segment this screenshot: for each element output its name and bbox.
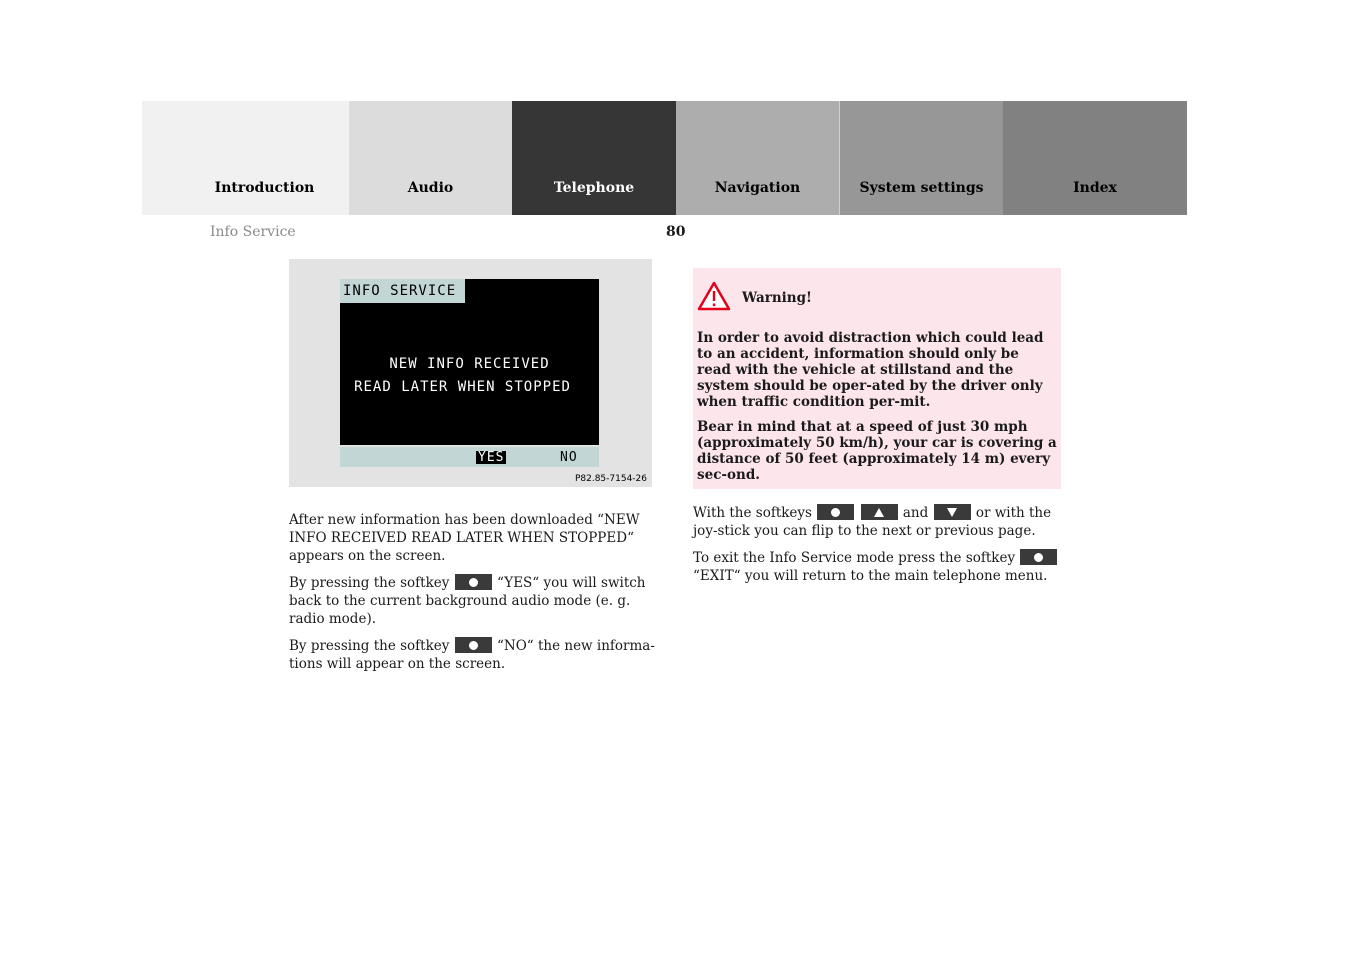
softkey-dot-icon bbox=[1020, 549, 1057, 565]
softkey-up-arrow-icon bbox=[861, 504, 898, 520]
paragraph-text: To exit the Info Service mode press the softkey bbox=[693, 550, 1016, 566]
warning-title: Warning! bbox=[742, 290, 812, 306]
screen-message-line: NEW INFO RECEIVED bbox=[389, 356, 550, 372]
tab-label: System settings bbox=[859, 180, 984, 196]
screen-title: INFO SERVICE bbox=[340, 279, 465, 303]
softkey-dot-icon bbox=[817, 504, 854, 520]
top-navigation bbox=[142, 101, 1187, 215]
paragraph-text: and bbox=[902, 505, 929, 521]
screen-message-line: READ LATER WHEN STOPPED bbox=[354, 379, 571, 395]
tab-label: Index bbox=[1073, 180, 1117, 196]
left-column-text bbox=[289, 511, 655, 682]
softkey-no: NO bbox=[560, 450, 578, 465]
softkey-dot-icon bbox=[455, 574, 492, 590]
tab-label: Introduction bbox=[214, 180, 315, 196]
tab-navigation[interactable] bbox=[676, 101, 839, 215]
tab-label: Telephone bbox=[553, 180, 635, 196]
warning-paragraph: In order to avoid distraction which could lead to an accident, information should only be read with the vehicle at stillstand and the system should be oper-ated by the driver only when traffic condition per-mit. bbox=[697, 330, 1044, 410]
tab-audio[interactable] bbox=[349, 101, 512, 215]
paragraph-text: By pressing the softkey bbox=[289, 638, 450, 654]
tab-system-settings[interactable] bbox=[839, 101, 1003, 215]
paragraph bbox=[693, 549, 1065, 585]
info-service-screen-figure bbox=[289, 259, 652, 487]
section-title: Info Service bbox=[210, 224, 296, 240]
paragraph bbox=[693, 504, 1065, 540]
paragraph-text: “EXIT“ you will return to the main telephone menu. bbox=[693, 568, 1048, 584]
tab-label: Navigation bbox=[714, 180, 801, 196]
softkey-down-arrow-icon bbox=[934, 504, 971, 520]
paragraph: After new information has been downloaded “NEW INFO RECEIVED READ LATER WHEN STOPPED“ appears on the screen. bbox=[289, 512, 640, 564]
paragraph-text: With the softkeys bbox=[693, 505, 812, 521]
paragraph-text: “NO“ the new informa-tions will appear on the screen. bbox=[289, 638, 655, 672]
warning-paragraph: Bear in mind that at a speed of just 30 mph (approximately 50 km/h), your car is covering a distance of 50 feet (approximately 14 m) every sec-ond. bbox=[697, 419, 1057, 483]
warning-triangle-icon bbox=[697, 281, 731, 311]
tab-introduction[interactable] bbox=[142, 101, 349, 215]
paragraph bbox=[289, 574, 655, 628]
paragraph bbox=[289, 637, 655, 673]
paragraph-text: “YES“ you will switch back to the current background audio mode (e. g. radio mode). bbox=[289, 575, 646, 627]
display-screen bbox=[340, 279, 599, 445]
paragraph-text: By pressing the softkey bbox=[289, 575, 450, 591]
paragraph-text: or with the joy-stick you can flip to the next or previous page. bbox=[693, 505, 1052, 539]
tab-telephone[interactable] bbox=[512, 101, 676, 215]
figure-code: P82.85-7154-26 bbox=[574, 474, 647, 484]
softkey-bar bbox=[340, 447, 599, 467]
softkey-yes: YES bbox=[478, 450, 505, 465]
tab-index[interactable] bbox=[1003, 101, 1187, 215]
tab-label: Audio bbox=[407, 180, 454, 196]
right-column-text bbox=[693, 504, 1065, 594]
softkey-dot-icon bbox=[455, 637, 492, 653]
page-number: 80 bbox=[666, 224, 686, 240]
warning-box bbox=[693, 268, 1061, 489]
